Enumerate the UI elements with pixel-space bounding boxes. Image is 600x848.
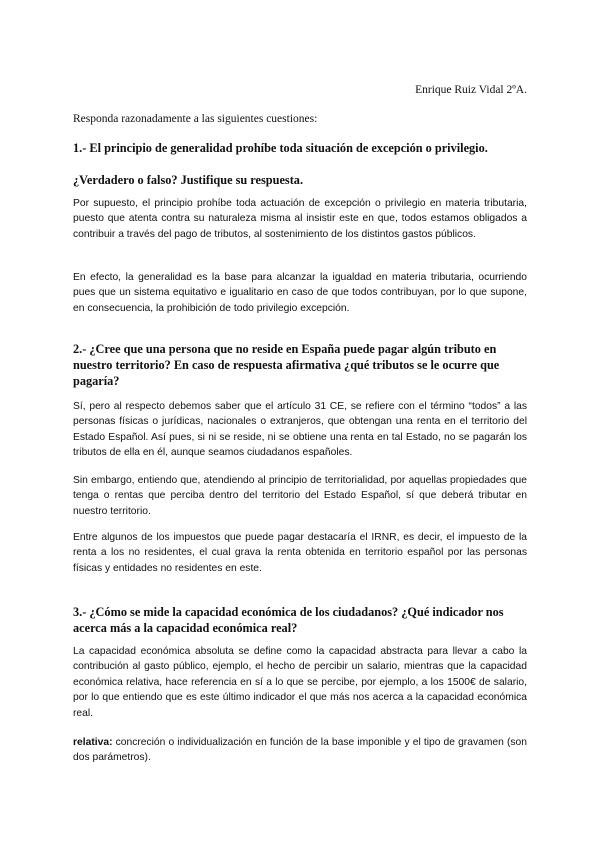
answer-3-paragraph-1: La capacidad económica absoluta se define como la capacidad abstracta para llevar a cabo la contribución al gasto público, ejemplo, el hecho de percibir un salario, mientras que la capacidad económica relativa, hace referencia en sí a lo que se percibe, por ejemplo, a los 1500€ de salario, por lo que entiendo que es este último indicador el que más nos acerca a la capacidad económica real. [73,646,527,719]
answer-1-paragraph-1: Por supuesto, el principio prohíbe toda actuación de excepción o privilegio en materia tributaria, puesto que atenta contra su naturaleza misma al insistir este en que, todos estamos obligados a contribuir a través del pago de tributos, al sostenimiento de los distintos gastos públicos. [73,198,527,240]
term-relativa: relativa: [73,737,113,748]
question-2-title: 2.- ¿Cree que una persona que no reside en España puede pagar algún tributo en nuestro territorio? En caso de respuesta afirmativa ¿qué tributos se le ocurre que pagaría? [73,342,500,388]
answer-2-paragraph-1: Sí, pero al respecto debemos saber que el artículo 31 CE, se refiere con el término “todos” a las personas físicas o jurídicas, nacionales o extranjeros, que obtengan una renta en el territorio del Estado Español. Así pues, si ni se reside, ni se obtiene una renta en tal Estado, no se pagarán los tributos de ella en él, aunque seamos ciudadanos españoles. [73,401,527,459]
author-name: Enrique Ruiz Vidal 2ºA. [415,84,527,96]
question-3-title: 3.- ¿Cómo se mide la capacidad económica de los ciudadanos? ¿Qué indicador nos acerca más a la capacidad económica real? [73,605,504,635]
answer-1-paragraph-2: En efecto, la generalidad es la base para alcanzar la igualdad en materia tributaria, ocurriendo pues que un sistema equitativo e igualitario en caso de que todos contribuyan, por lo que supone, en consecuencia, la prohibición de todo privilegio excepción. [73,272,527,314]
intro-text: Responda razonadamente a las siguientes cuestiones: [73,113,318,125]
answer-2-paragraph-2: Sin embargo, entiendo que, atendiendo al principio de territorialidad, por aquellas propiedades que tenga o rentas que perciba dentro del territorio del Estado Español, sí que deberá tributar en nuestro territorio. [73,475,527,517]
answer-3-paragraph-2 [73,735,527,766]
term-definition: concreción o individualización en función de la base imponible y el tipo de gravamen (son dos parámetros). [73,737,527,764]
question-1-title: 1.- El principio de generalidad prohíbe toda situación de excepción o privilegio. [73,141,488,155]
answer-2-paragraph-3: Entre algunos de los impuestos que puede pagar destacaría el IRNR, es decir, el impuesto de la renta a los no residentes, el cual grava la renta obtenida en territorio español por las personas físicas y entidades no residentes en este. [73,532,527,574]
question-1-subtitle: ¿Verdadero o falso? Justifique su respuesta. [73,173,304,187]
